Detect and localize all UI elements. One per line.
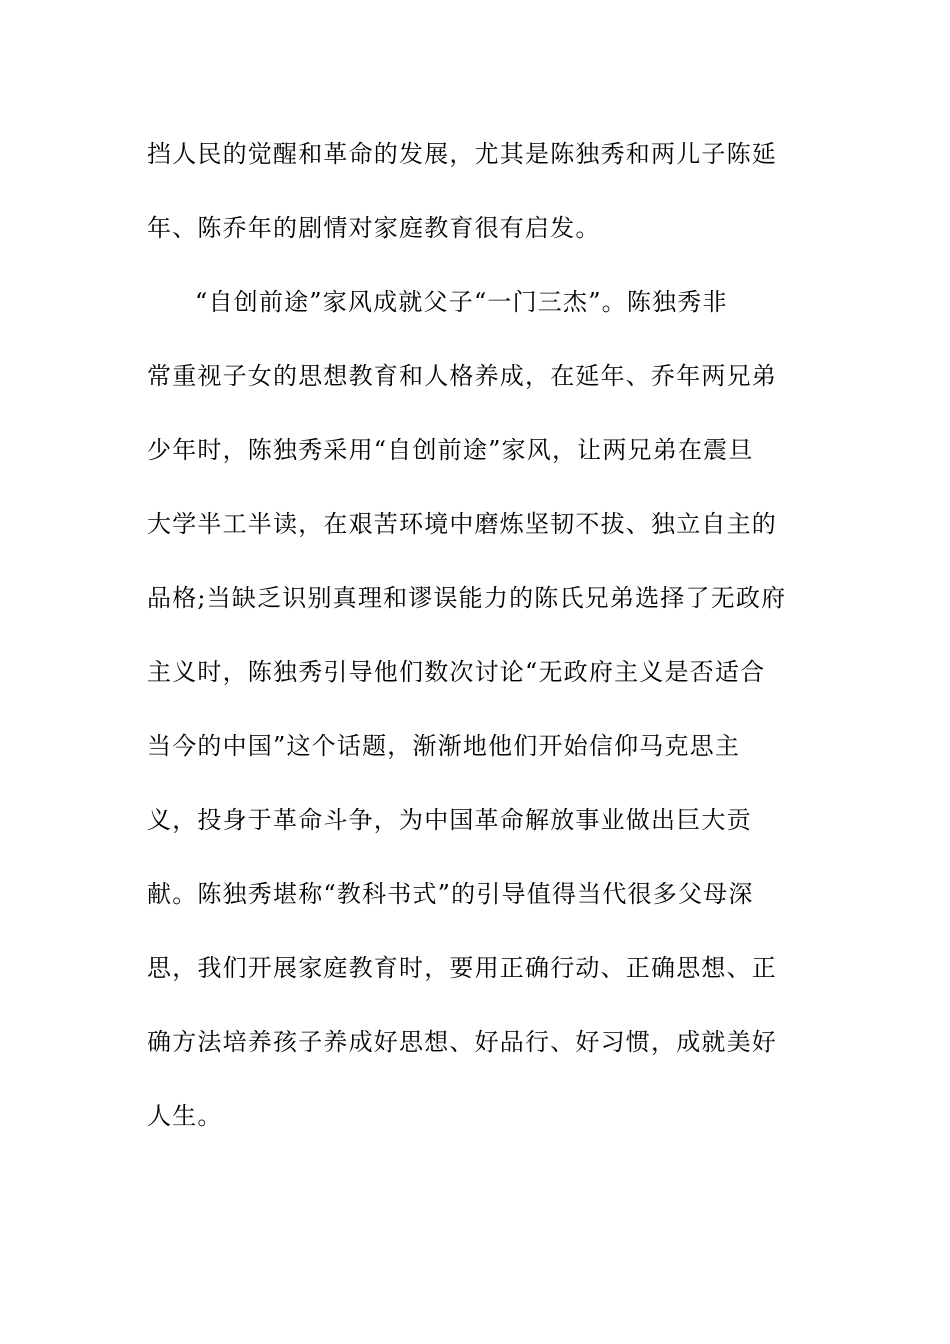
text-line-7: 品格;当缺乏识别真理和谬误能力的陈氏兄弟选择了无政府 [147, 584, 787, 612]
text-line-8: 主义时，陈独秀引导他们数次讨论“无政府主义是否适合 [147, 658, 766, 686]
text-line-14: 人生。 [147, 1102, 223, 1130]
text-line-12: 思，我们开展家庭教育时，要用正确行动、正确思想、正 [147, 954, 777, 982]
text-line-10: 义，投身于革命斗争，为中国革命解放事业做出巨大贡 [147, 806, 752, 834]
text-line-6: 大学半工半读，在艰苦环境中磨炼坚韧不拔、独立自主的 [147, 510, 777, 538]
text-line-3: “自创前途”家风成就父子“一门三杰”。陈独秀非 [195, 288, 728, 316]
text-line-5: 少年时，陈独秀采用“自创前途”家风，让两兄弟在震旦 [147, 436, 754, 464]
text-line-2: 年、陈乔年的剧情对家庭教育很有启发。 [147, 214, 601, 242]
text-line-1: 挡人民的觉醒和革命的发展，尤其是陈独秀和两儿子陈延 [147, 140, 777, 168]
text-line-11: 献。陈独秀堪称“教科书式”的引导值得当代很多父母深 [147, 880, 754, 908]
text-line-13: 确方法培养孩子养成好思想、好品行、好习惯，成就美好 [147, 1028, 777, 1056]
text-line-4: 常重视子女的思想教育和人格养成，在延年、乔年两兄弟 [147, 362, 777, 390]
text-line-9: 当今的中国”这个话题，渐渐地他们开始信仰马克思主 [147, 732, 741, 760]
